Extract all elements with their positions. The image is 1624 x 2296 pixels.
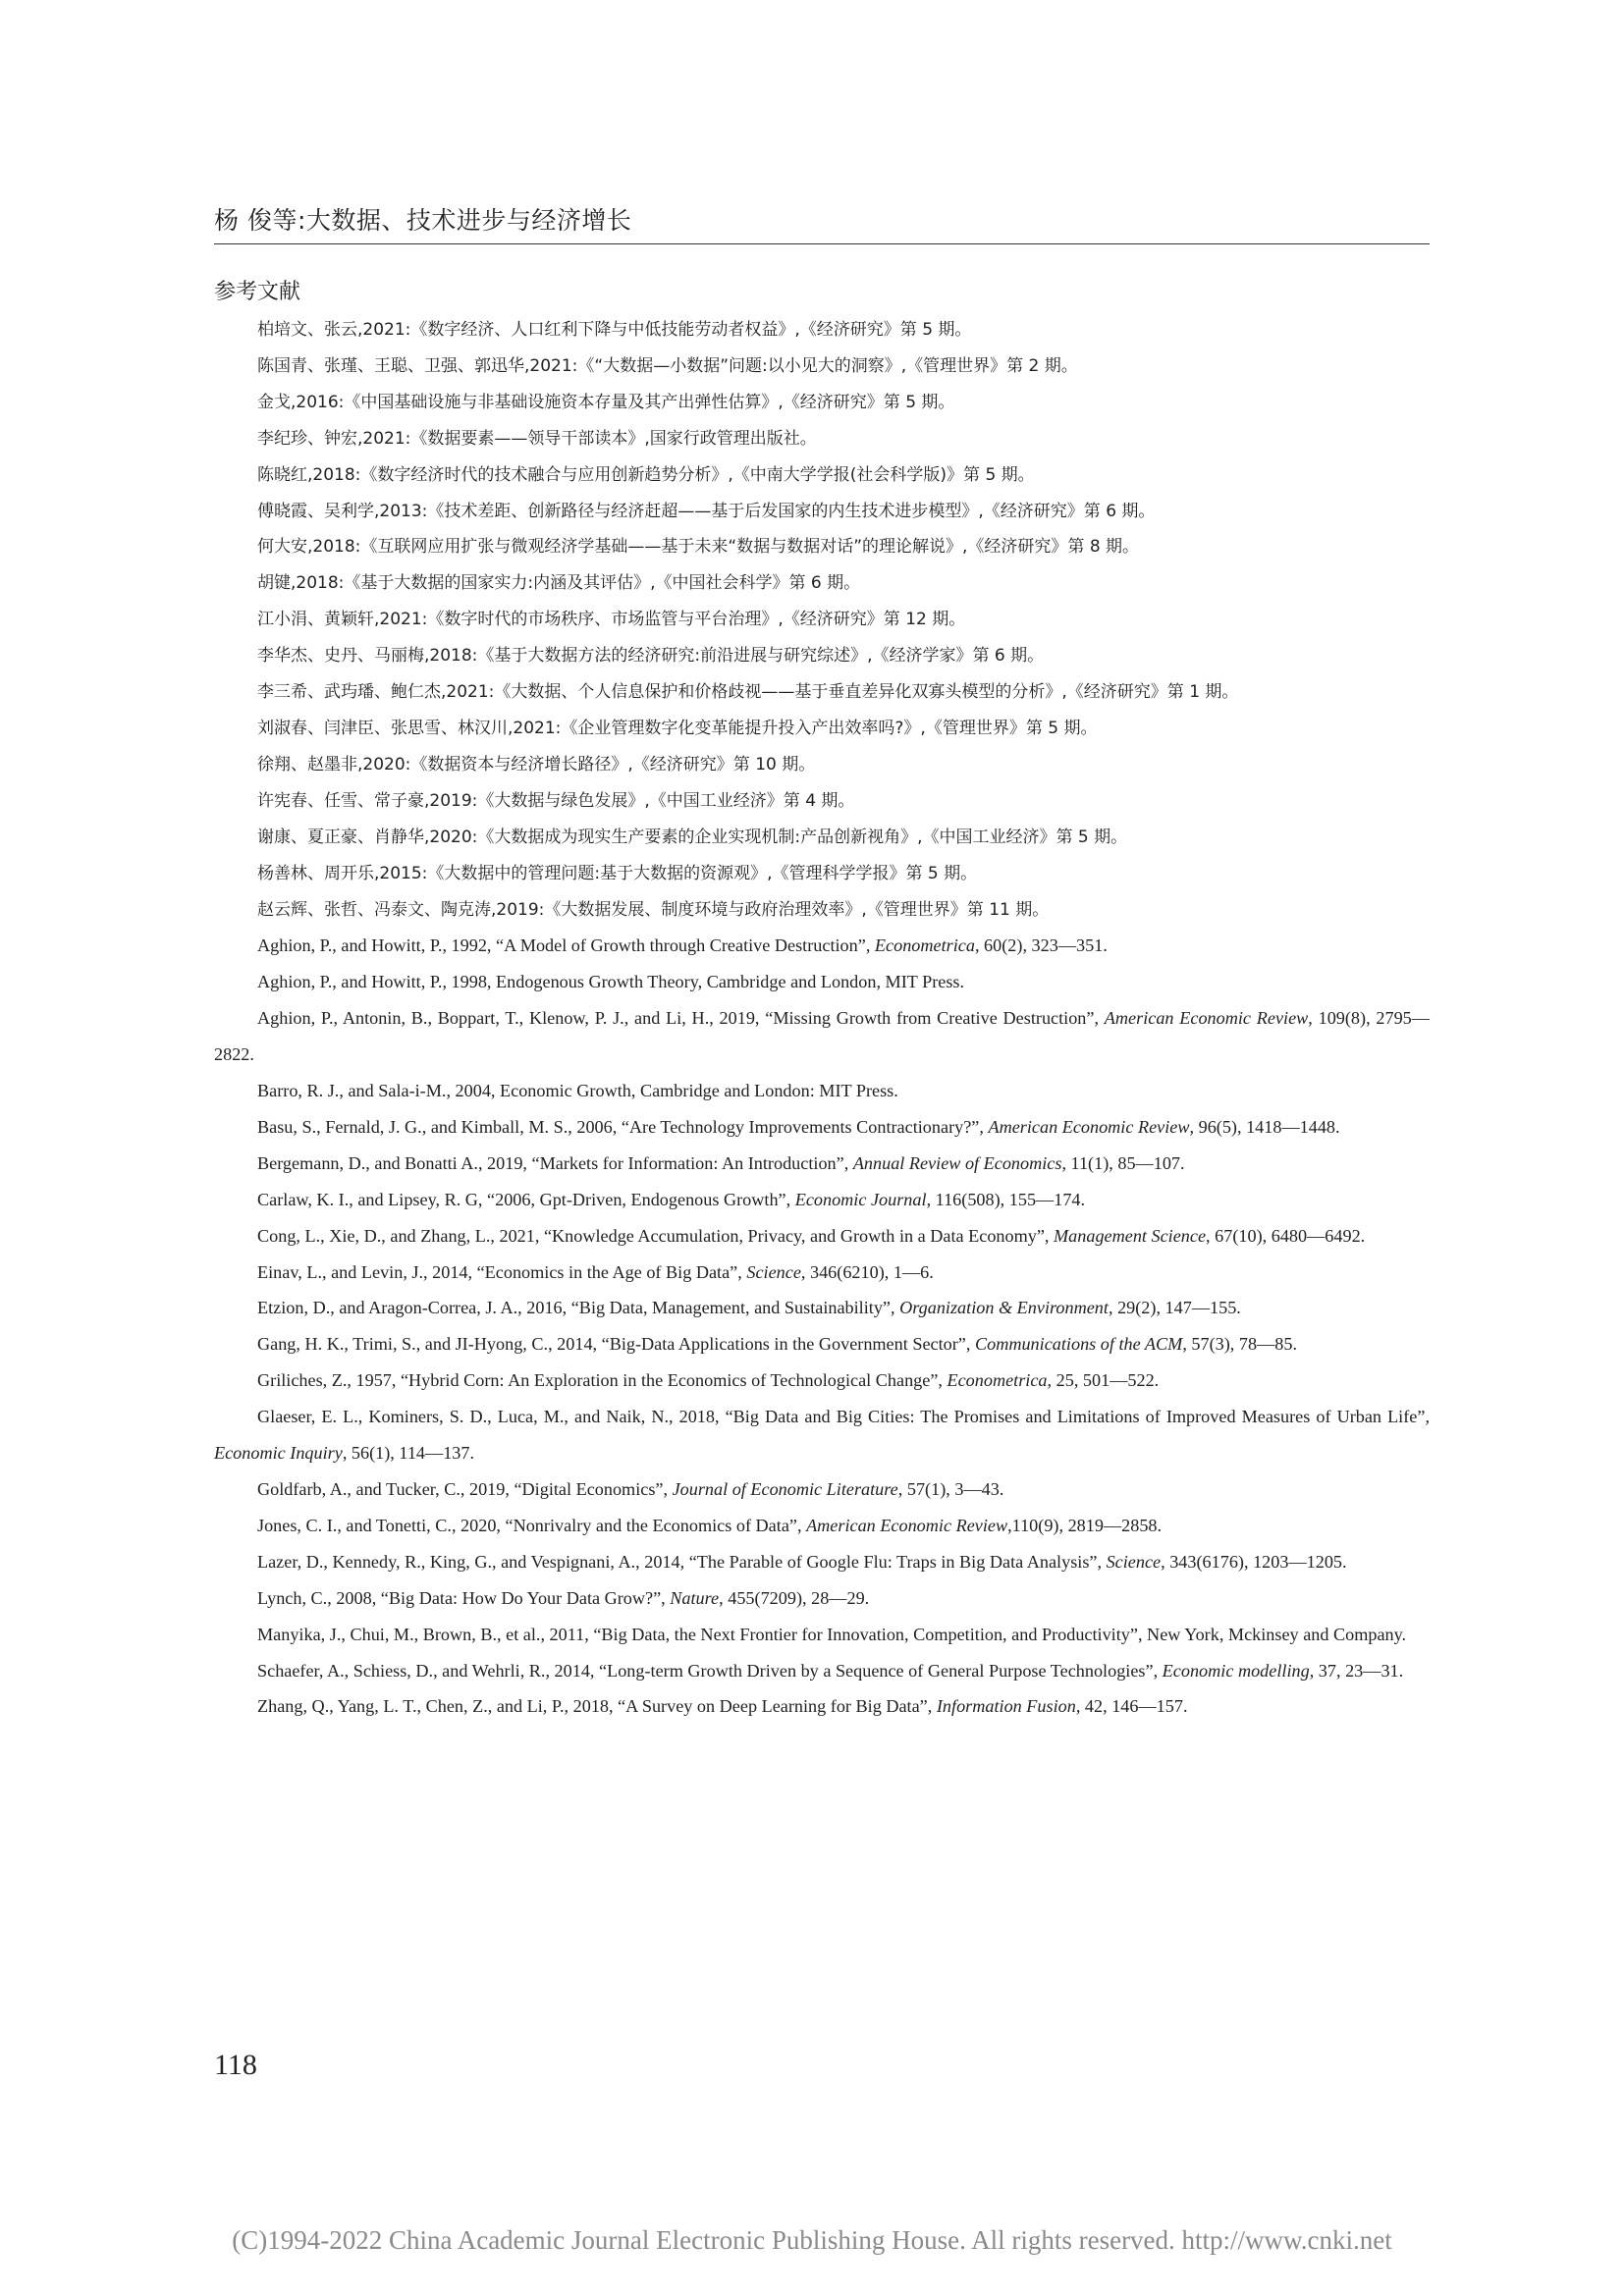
reference-item: 谢康、夏正豪、肖静华,2020:《大数据成为现实生产要素的企业实现机制:产品创新视角》,《中国工业经济》第 5 期。	[257, 827, 1128, 847]
reference-citation: Einav, L., and Levin, J., 2014, “Economics in the Age of Big Data”,	[257, 1261, 747, 1282]
reference-citation: Goldfarb, A., and Tucker, C., 2019, “Digital Economics”,	[257, 1479, 673, 1499]
reference-volume-pages: , 37, 23—31.	[1309, 1660, 1404, 1681]
reference-item	[214, 1617, 1430, 1653]
reference-journal: Economic Inquiry	[214, 1443, 343, 1464]
reference-item: 刘淑春、闫津臣、张思雪、林汉川,2021:《企业管理数字化变革能提升投入产出效率吗?》,《管理世界》第 5 期。	[257, 718, 1098, 738]
reference-list	[214, 312, 1430, 1725]
reference-citation: Aghion, P., and Howitt, P., 1998, Endogenous Growth Theory, Cambridge and London, MIT Press.	[257, 972, 965, 992]
reference-volume-pages: , 343(6176), 1203—1205.	[1161, 1551, 1347, 1572]
running-header-title: 杨 俊等:大数据、技术进步与经济增长	[214, 206, 632, 235]
reference-journal: Organization & Environment	[899, 1298, 1109, 1318]
reference-citation: Aghion, P., and Howitt, P., 1992, “A Model of Growth through Creative Destruction”,	[257, 935, 875, 956]
reference-item	[214, 1218, 1430, 1255]
reference-volume-pages: , 116(508), 155—174.	[926, 1189, 1086, 1209]
reference-item: 赵云辉、张哲、冯泰文、陶克涛,2019:《大数据发展、制度环境与政府治理效率》,《管理世界》第 11 期。	[257, 899, 1050, 920]
reference-item: 杨善林、周开乐,2015:《大数据中的管理问题:基于大数据的资源观》,《管理科学学报》第 5 期。	[257, 863, 978, 883]
reference-citation: Schaefer, A., Schiess, D., and Wehrli, R., 2014, “Long-term Growth Driven by a Sequence of General Purpose Technologies”,	[257, 1660, 1163, 1681]
reference-item	[214, 1653, 1430, 1689]
reference-item	[214, 928, 1430, 964]
reference-citation: Manyika, J., Chui, M., Brown, B., et al., 2011, “Big Data, the Next Frontier for Innovation, Competition, and Productivity”, New York, Mckinsey and Company.	[257, 1624, 1407, 1644]
copyright-footer: (C)1994-2022 China Academic Journal Electronic Publishing House. All rights reserved. http://www.cnki.net	[232, 2225, 1392, 2255]
reference-item: 金戈,2016:《中国基础设施与非基础设施资本存量及其产出弹性估算》,《经济研究》第 5 期。	[257, 392, 955, 412]
reference-citation: Griliches, Z., 1957, “Hybrid Corn: An Exploration in the Economics of Technological Change”,	[257, 1370, 947, 1391]
reference-volume-pages: , 57(1), 3—43.	[897, 1479, 1004, 1499]
reference-item: 李纪珍、钟宏,2021:《数据要素——领导干部读本》,国家行政管理出版社。	[257, 428, 817, 449]
reference-item: 何大安,2018:《互联网应用扩张与微观经济学基础——基于未来“数据与数据对话”的理论解说》,《经济研究》第 8 期。	[257, 537, 1140, 558]
reference-citation: Zhang, Q., Yang, L. T., Chen, Z., and Li, P., 2018, “A Survey on Deep Learning for Big Data”,	[257, 1696, 937, 1717]
reference-item: 许宪春、任雪、常子豪,2019:《大数据与绿色发展》,《中国工业经济》第 4 期。	[257, 790, 855, 811]
reference-item	[214, 1290, 1430, 1326]
reference-citation: Jones, C. I., and Tonetti, C., 2020, “Nonrivalry and the Economics of Data”,	[257, 1515, 807, 1535]
reference-item	[214, 1399, 1430, 1471]
reference-item: 陈国青、张瑾、王聪、卫强、郭迅华,2021:《“大数据—小数据”问题:以小见大的洞察》,《管理世界》第 2 期。	[257, 355, 1078, 376]
reference-journal: Nature	[670, 1587, 720, 1608]
reference-item	[214, 1326, 1430, 1362]
reference-volume-pages: ,110(9), 2819—2858.	[1007, 1515, 1163, 1535]
reference-citation: Cong, L., Xie, D., and Zhang, L., 2021, “Knowledge Accumulation, Privacy, and Growth in a Data Economy”,	[257, 1225, 1055, 1246]
references-heading: 参考文献	[214, 280, 301, 304]
reference-item	[214, 1255, 1430, 1291]
reference-journal: Science	[746, 1261, 801, 1282]
reference-journal: Journal of Economic Literature	[672, 1479, 898, 1499]
reference-item	[214, 1544, 1430, 1580]
reference-volume-pages: , 56(1), 114—137.	[342, 1443, 475, 1464]
reference-item: 陈晓红,2018:《数字经济时代的技术融合与应用创新趋势分析》,《中南大学学报(社会科学版)》第 5 期。	[257, 464, 1035, 485]
reference-item	[214, 964, 1430, 1000]
reference-item	[214, 1580, 1430, 1617]
reference-volume-pages: , 67(10), 6480—6492.	[1206, 1225, 1366, 1246]
reference-journal: Information Fusion	[936, 1696, 1076, 1717]
reference-journal: Economic modelling	[1162, 1660, 1310, 1681]
reference-volume-pages: , 25, 501—522.	[1047, 1370, 1160, 1391]
reference-volume-pages: , 96(5), 1418—1448.	[1189, 1116, 1340, 1137]
reference-item	[214, 1471, 1430, 1508]
reference-citation: Gang, H. K., Trimi, S., and JI-Hyong, C., 2014, “Big-Data Applications in the Government Sector”,	[257, 1334, 975, 1355]
reference-item	[214, 1146, 1430, 1182]
reference-journal: Econometrica	[874, 935, 975, 956]
reference-citation: Lynch, C., 2008, “Big Data: How Do Your Data Grow?”,	[257, 1587, 671, 1608]
reference-volume-pages: , 42, 146—157.	[1075, 1696, 1188, 1717]
header-rule	[214, 243, 1430, 244]
reference-volume-pages: , 455(7209), 28—29.	[719, 1587, 870, 1608]
reference-citation: Carlaw, K. I., and Lipsey, R. G, “2006, Gpt-Driven, Endogenous Growth”,	[257, 1189, 795, 1209]
reference-journal: American Economic Review	[1104, 1008, 1309, 1029]
reference-item	[214, 1109, 1430, 1146]
reference-item: 江小涓、黄颖轩,2021:《数字时代的市场秩序、市场监管与平台治理》,《经济研究》第 12 期。	[257, 610, 966, 630]
reference-citation: Bergemann, D., and Bonatti A., 2019, “Markets for Information: An Introduction”,	[257, 1152, 853, 1173]
reference-item: 李华杰、史丹、马丽梅,2018:《基于大数据方法的经济研究:前沿进展与研究综述》,《经济学家》第 6 期。	[257, 646, 1045, 667]
reference-item: 傅晓霞、吴利学,2013:《技术差距、创新路径与经济赶超——基于后发国家的内生技术进步模型》,《经济研究》第 6 期。	[257, 501, 1156, 521]
page-number: 118	[214, 2049, 257, 2081]
reference-item	[214, 1000, 1430, 1073]
reference-citation: Barro, R. J., and Sala-i-M., 2004, Economic Growth, Cambridge and London: MIT Press.	[257, 1081, 898, 1101]
reference-volume-pages: , 29(2), 147—155.	[1108, 1298, 1241, 1318]
reference-item: 柏培文、张云,2021:《数字经济、人口红利下降与中低技能劳动者权益》,《经济研究》第 5 期。	[257, 320, 972, 340]
reference-item: 李三希、武玙璠、鲍仁杰,2021:《大数据、个人信息保护和价格歧视——基于垂直差异化双寡头模型的分析》,《经济研究》第 1 期。	[257, 682, 1239, 703]
reference-item: 徐翔、赵墨非,2020:《数据资本与经济增长路径》,《经济研究》第 10 期。	[257, 754, 816, 774]
reference-journal: American Economic Review	[806, 1515, 1008, 1535]
reference-journal: Science	[1106, 1551, 1162, 1572]
reference-item: 胡键,2018:《基于大数据的国家实力:内涵及其评估》,《中国社会科学》第 6 期。	[257, 573, 861, 594]
reference-volume-pages: , 60(2), 323—351.	[974, 935, 1108, 956]
reference-item	[214, 1688, 1430, 1725]
reference-journal: Econometrica	[947, 1370, 1048, 1391]
reference-citation: Aghion, P., Antonin, B., Boppart, T., Klenow, P. J., and Li, H., 2019, “Missing Growth from Creative Destruction”,	[257, 1008, 1105, 1029]
reference-citation: Etzion, D., and Aragon-Correa, J. A., 2016, “Big Data, Management, and Sustainability”,	[257, 1298, 900, 1318]
reference-volume-pages: , 109(8), 2795—2822.	[214, 1008, 1430, 1065]
reference-journal: Annual Review of Economics	[852, 1152, 1062, 1173]
reference-item	[214, 1508, 1430, 1544]
reference-volume-pages: , 346(6210), 1—6.	[800, 1261, 934, 1282]
reference-journal: Economic Journal	[794, 1189, 927, 1209]
reference-item	[214, 1182, 1430, 1218]
reference-item	[214, 1362, 1430, 1399]
reference-journal: American Economic Review	[988, 1116, 1190, 1137]
reference-citation: Lazer, D., Kennedy, R., King, G., and Vespignani, A., 2014, “The Parable of Google Flu: Traps in Big Data Analysis”,	[257, 1551, 1107, 1572]
reference-volume-pages: , 57(3), 78—85.	[1182, 1334, 1298, 1355]
reference-volume-pages: , 11(1), 85—107.	[1061, 1152, 1185, 1173]
reference-item	[214, 1073, 1430, 1109]
reference-journal: Communications of the ACM	[974, 1334, 1183, 1355]
reference-journal: Management Science	[1054, 1225, 1207, 1246]
reference-citation: Glaeser, E. L., Kominers, S. D., Luca, M., and Naik, N., 2018, “Big Data and Big Cities: The Promises and Limitations of Improved Measures of Urban Life”,	[257, 1407, 1430, 1427]
reference-citation: Basu, S., Fernald, J. G., and Kimball, M. S., 2006, “Are Technology Improvements Contractionary?”,	[257, 1116, 989, 1137]
